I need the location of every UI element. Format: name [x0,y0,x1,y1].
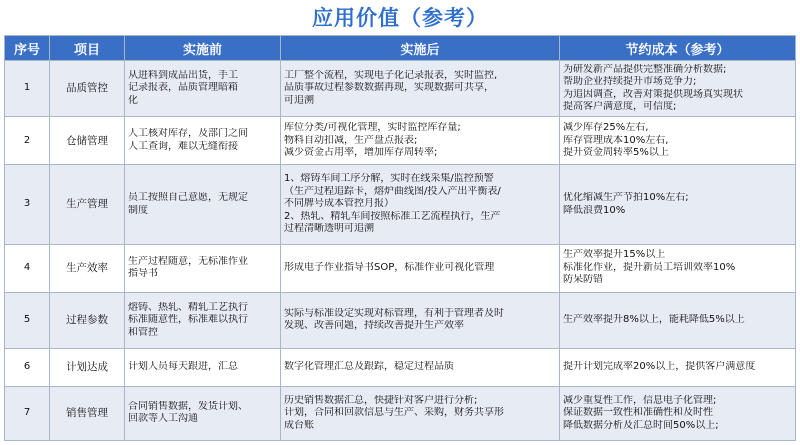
after-line: 计划，合同和回款信息与生产、采购，财务共享形 [284,407,504,419]
row-after [281,165,560,244]
row-saving [560,244,796,292]
row-item: 计划达成 [50,349,125,387]
row-saving [560,61,796,117]
before-line: 指导书 [128,268,158,280]
saving-line: 防呆防错 [563,274,603,286]
before-line: 合同销售数据，发货计划、 [128,400,248,412]
after-line: 品质事故过程参数数据再现，实现数据可共享， [284,82,494,94]
table-header-row [5,36,796,61]
after-line: 可追溯 [284,94,314,106]
before-line: 员工按照自己意愿，无规定 [128,192,248,204]
after-line: 历史销售数据汇总，快捷针对客户进行分析; [284,394,478,406]
page-title: 应用价值（参考） [312,6,488,30]
before-line: 和管控 [128,326,158,338]
row-saving [560,292,796,348]
table-row [5,165,796,244]
saving-line: 保证数据一致性和准确性和及时性 [563,407,713,419]
row-index: 6 [5,349,50,387]
before-line: 化 [128,94,138,106]
saving-line: 提高客户满意度，可信度; [563,101,677,113]
saving-line: 降低数据分析及汇总时间50%以上; [563,419,719,431]
after-line: 不同牌号成本管控月报） [284,198,394,210]
after-line: 1、熔铸车间工序分解，实时在线采集/监控预警 [284,173,494,185]
row-before [125,386,281,440]
header-index: 序号 [5,36,50,61]
row-index: 3 [5,165,50,244]
table-row [5,61,796,117]
row-item: 仓储管理 [50,117,125,165]
after-line: 减少资金占用率，增加库存周转率; [284,147,438,159]
saving-line: 库存管理成本10%左右, [563,134,669,146]
saving-line: 为研发新产品提供完整准确分析数据; [563,63,727,75]
saving-line: 提升资金周转率5%以上 [563,147,669,159]
saving-line: 提升计划完成率20%以上，提供客户满意度 [563,361,756,373]
after-line: （生产过程追踪卡，熔炉曲线图/投入产出平衡表/ [284,185,501,197]
saving-line: 标准化作业，提升新员工培训效率10% [563,261,736,273]
table-body [5,61,796,441]
before-line: 人工查询，难以无缝衔接 [128,140,238,152]
row-saving [560,117,796,165]
table-row [5,349,796,387]
row-item: 过程参数 [50,292,125,348]
table-row [5,117,796,165]
before-line: 记录报表，品质管理暗箱 [128,82,238,94]
row-after [281,349,560,387]
table-row [5,244,796,292]
row-item: 品质管控 [50,61,125,117]
row-index: 5 [5,292,50,348]
row-item: 生产管理 [50,165,125,244]
saving-line: 优化缩减生产节拍10%左右; [563,192,689,204]
row-after [281,117,560,165]
row-before [125,165,281,244]
before-line: 从进料到成品出货，手工 [128,69,238,81]
row-after [281,61,560,117]
row-after [281,244,560,292]
saving-line: 减少库存25%左右, [563,122,649,134]
before-line: 人工核对库存，及部门之间 [128,128,248,140]
saving-line: 生产效率提升15%以上 [563,249,666,261]
before-line: 标准随意性，标准难以执行 [128,314,248,326]
row-saving [560,349,796,387]
row-before [125,292,281,348]
row-before [125,349,281,387]
row-item: 生产效率 [50,244,125,292]
header-saving: 节约成本（参考） [560,36,796,61]
saving-line: 减少重复性工作，信息电子化管理; [563,394,717,406]
row-index: 1 [5,61,50,117]
after-line: 过程清晰透明可追溯 [284,223,374,235]
row-after [281,386,560,440]
table-row [5,292,796,348]
value-table [4,35,796,441]
before-line: 生产过程随意，无标准作业 [128,255,248,267]
after-line: 形成电子作业指导书SOP，标准作业可视化管理 [284,261,495,273]
row-after [281,292,560,348]
saving-line: 为追因调查，改善对策提供现场真实现状 [563,88,743,100]
row-item: 销售管理 [50,386,125,440]
after-line: 成台账 [284,419,314,431]
row-index: 2 [5,117,50,165]
header-item: 项目 [50,36,125,61]
row-before [125,244,281,292]
after-line: 2、热轧、精轧车间按照标准工艺流程执行，生产 [284,210,501,222]
row-saving [560,386,796,440]
row-saving [560,165,796,244]
header-after: 实施后 [281,36,560,61]
after-line: 数字化管理汇总及跟踪，稳定过程品质 [284,361,454,373]
saving-line: 生产效率提升8%以上，能耗降低5%以上 [563,314,745,326]
after-line: 工厂整个流程，实现电子化记录报表，实时监控, [284,69,498,81]
after-line: 库位分类/可视化管理，实时监控库存量; [284,122,461,134]
after-line: 发现、改善问题，持续改善提升生产效率 [284,320,464,332]
before-line: 回款等人工沟通 [128,413,198,425]
row-index: 4 [5,244,50,292]
table-row [5,386,796,440]
before-line: 制度 [128,204,148,216]
saving-line: 帮助企业持续提升市场竞争力; [563,76,697,88]
before-line: 熔铸、热轧、精轧工艺执行 [128,301,248,313]
after-line: 实际与标准设定实现对标管理，有利于管理者及时 [284,307,504,319]
row-index: 7 [5,386,50,440]
after-line: 物料自动扣减，生产盘点报表; [284,134,418,146]
header-before: 实施前 [125,36,281,61]
before-line: 计划人员每天跟进，汇总 [128,361,238,373]
saving-line: 降低浪费10% [563,204,626,216]
row-before [125,117,281,165]
row-before [125,61,281,117]
